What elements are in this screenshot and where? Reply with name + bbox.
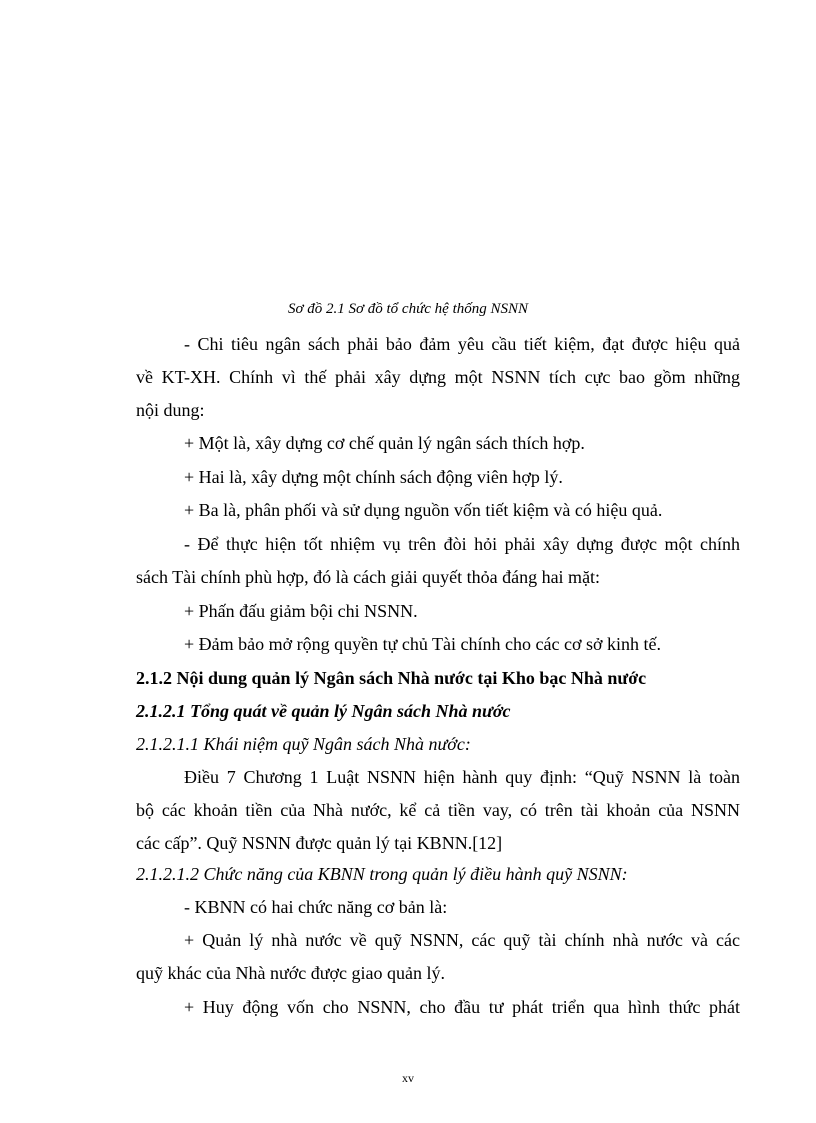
text-line: các cấp”. Quỹ NSNN được quản lý tại KBNN.[12] bbox=[136, 833, 503, 853]
text-line: + Quản lý nhà nước về quỹ NSNN, các quỹ tài chính nhà nước và các bbox=[184, 930, 740, 950]
text-line: nội dung: bbox=[136, 400, 205, 420]
text-line: Điều 7 Chương 1 Luật NSNN hiện hành quy định: “Quỹ NSNN là toàn bbox=[184, 767, 740, 787]
text-line: + Đảm bảo mở rộng quyền tự chủ Tài chính cho các cơ sở kinh tế. bbox=[184, 634, 662, 654]
figure-caption: Sơ đồ 2.1 Sơ đồ tổ chức hệ thống NSNN bbox=[287, 301, 528, 317]
text-line: + Hai là, xây dựng một chính sách động viên hợp lý. bbox=[184, 467, 563, 487]
text-line: - Để thực hiện tốt nhiệm vụ trên đòi hỏi phải xây dựng được một chính bbox=[184, 534, 740, 554]
text-line: + Ba là, phân phối và sử dụng nguồn vốn tiết kiệm và có hiệu quả. bbox=[184, 500, 663, 520]
text-line: về KT-XH. Chính vì thế phải xây dựng một NSNN tích cực bao gồm những bbox=[136, 367, 740, 387]
text-line: + Huy động vốn cho NSNN, cho đầu tư phát triển qua hình thức phát bbox=[184, 997, 740, 1017]
text-line: - Chi tiêu ngân sách phải bảo đảm yêu cầu tiết kiệm, đạt được hiệu quả bbox=[184, 334, 740, 354]
subsubsection-heading: 2.1.2.1.2 Chức năng của KBNN trong quản lý điều hành quỹ NSNN: bbox=[136, 864, 628, 884]
section-heading: 2.1.2 Nội dung quản lý Ngân sách Nhà nước tại Kho bạc Nhà nước bbox=[136, 668, 647, 688]
page-number: xv bbox=[402, 1071, 414, 1085]
subsubsection-heading: 2.1.2.1.1 Khái niệm quỹ Ngân sách Nhà nước: bbox=[136, 734, 471, 754]
text-line: quỹ khác của Nhà nước được giao quản lý. bbox=[136, 963, 445, 983]
subsection-heading: 2.1.2.1 Tổng quát về quản lý Ngân sách Nhà nước bbox=[136, 701, 511, 721]
text-line: - KBNN có hai chức năng cơ bản là: bbox=[184, 897, 448, 917]
text-line: bộ các khoản tiền của Nhà nước, kể cả tiền vay, có trên tài khoản của NSNN bbox=[136, 800, 740, 820]
text-line: + Phấn đấu giảm bội chi NSNN. bbox=[184, 601, 418, 621]
text-line: sách Tài chính phù hợp, đó là cách giải quyết thỏa đáng hai mặt: bbox=[136, 567, 601, 587]
text-line: + Một là, xây dựng cơ chế quản lý ngân sách thích hợp. bbox=[184, 433, 585, 453]
